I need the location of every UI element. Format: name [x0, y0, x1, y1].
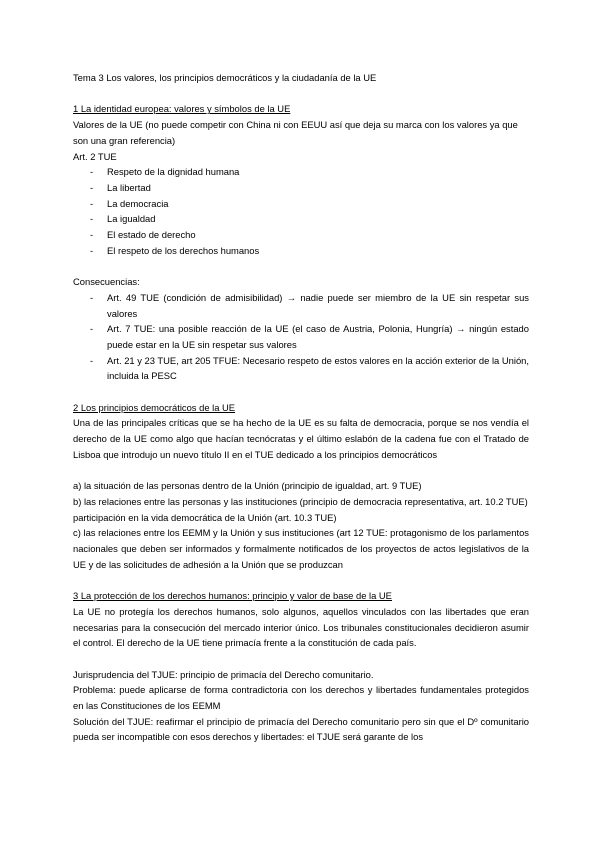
principle-b-participation: participación en la vida democrática de la Unión (art. 10.3 TUE) — [73, 511, 337, 523]
values-list — [73, 164, 529, 258]
list-item: - El estado de derecho — [90, 229, 196, 241]
principle-b: b) las relaciones entre las personas y las instituciones (principio de democracia representativa, art. 10.2 TUE) — [73, 495, 528, 507]
section-1-art: Art. 2 TUE — [73, 150, 117, 162]
section-1-heading: 1 La identidad europea: valores y símbolos de la UE — [73, 103, 291, 115]
section-2-intro: Una de las principales críticas que se ha hecho de la UE es su falta de democracia, porque se nos vendía el derecho de la UE como algo que hacían tecnócratas y el último eslabón de la cadena fue con el Tratado de Lisboa que introdujo un nuevo título II en el TUE dedicado a los principios democráticos — [73, 417, 529, 460]
section-3-heading: 3 La protección de los derechos humanos: principio y valor de base de la UE — [73, 590, 392, 602]
consequences-list — [73, 290, 529, 384]
list-item: - La democracia — [90, 197, 169, 209]
list-item: - Art. 7 TUE: una posible reacción de la UE (el caso de Austria, Polonia, Hungría) → ningún estado puede estar en la UE sin respetar sus valores — [90, 323, 529, 350]
document-page — [73, 70, 529, 745]
list-item: - La libertad — [90, 181, 151, 193]
list-item: - Respeto de la dignidad humana — [90, 166, 240, 178]
list-item: - Art. 49 TUE (condición de admisibilidad) → nadie puede ser miembro de la UE sin respetar sus valores — [90, 291, 529, 319]
consequences-label: Consecuencias: — [73, 276, 140, 288]
principle-a: a) la situación de las personas dentro de la Unión (principio de igualdad, art. 9 TUE) — [73, 480, 422, 492]
section-2-heading: 2 Los principios democráticos de la UE — [73, 401, 236, 413]
list-item: - Art. 21 y 23 TUE, art 205 TFUE: Necesario respeto de estos valores en la acción exterior de la Unión, incluida la PESC — [90, 354, 529, 382]
solution-paragraph: Solución del TJUE: reafirmar el principio de primacía del Derecho comunitario pero sin que el Dº comunitario pueda ser incompatible con esos derechos y libertades: el TJUE será garante de los — [73, 715, 529, 743]
list-item: - El respeto de los derechos humanos — [90, 244, 260, 256]
document-title: Tema 3 Los valores, los principios democráticos y la ciudadanía de la UE — [73, 72, 377, 83]
jurisprudence-line: Jurisprudencia del TJUE: principio de primacía del Derecho comunitario. — [73, 668, 374, 680]
section-3-intro: La UE no protegía los derechos humanos, solo algunos, aquellos vinculados con las libertades que eran necesarias para la consecución del mercado interior único. Los tribunales constitucionales decidieron asumir el control. El derecho de la UE tiene primacía frente a la constitución de cada país. — [73, 605, 529, 649]
section-1-intro: Valores de la UE (no puede competir con China ni con EEUU así que deja su marca con los valores ya que son una gran referencia) — [73, 119, 518, 146]
list-item: - La igualdad — [90, 213, 156, 225]
principle-c: c) las relaciones entre los EEMM y la Unión y sus instituciones (art 12 TUE: protagonismo de los parlamentos nacionales que deben ser informados y formalmente notificados de los proyectos de actos legislativos de la UE y de las solicitudes de adhesión a la Unión que se produzcan — [73, 527, 529, 570]
problem-paragraph: Problema: puede aplicarse de forma contradictoria con los derechos y libertades fundamentales protegidos en las Constituciones de los EEMM — [73, 684, 529, 712]
